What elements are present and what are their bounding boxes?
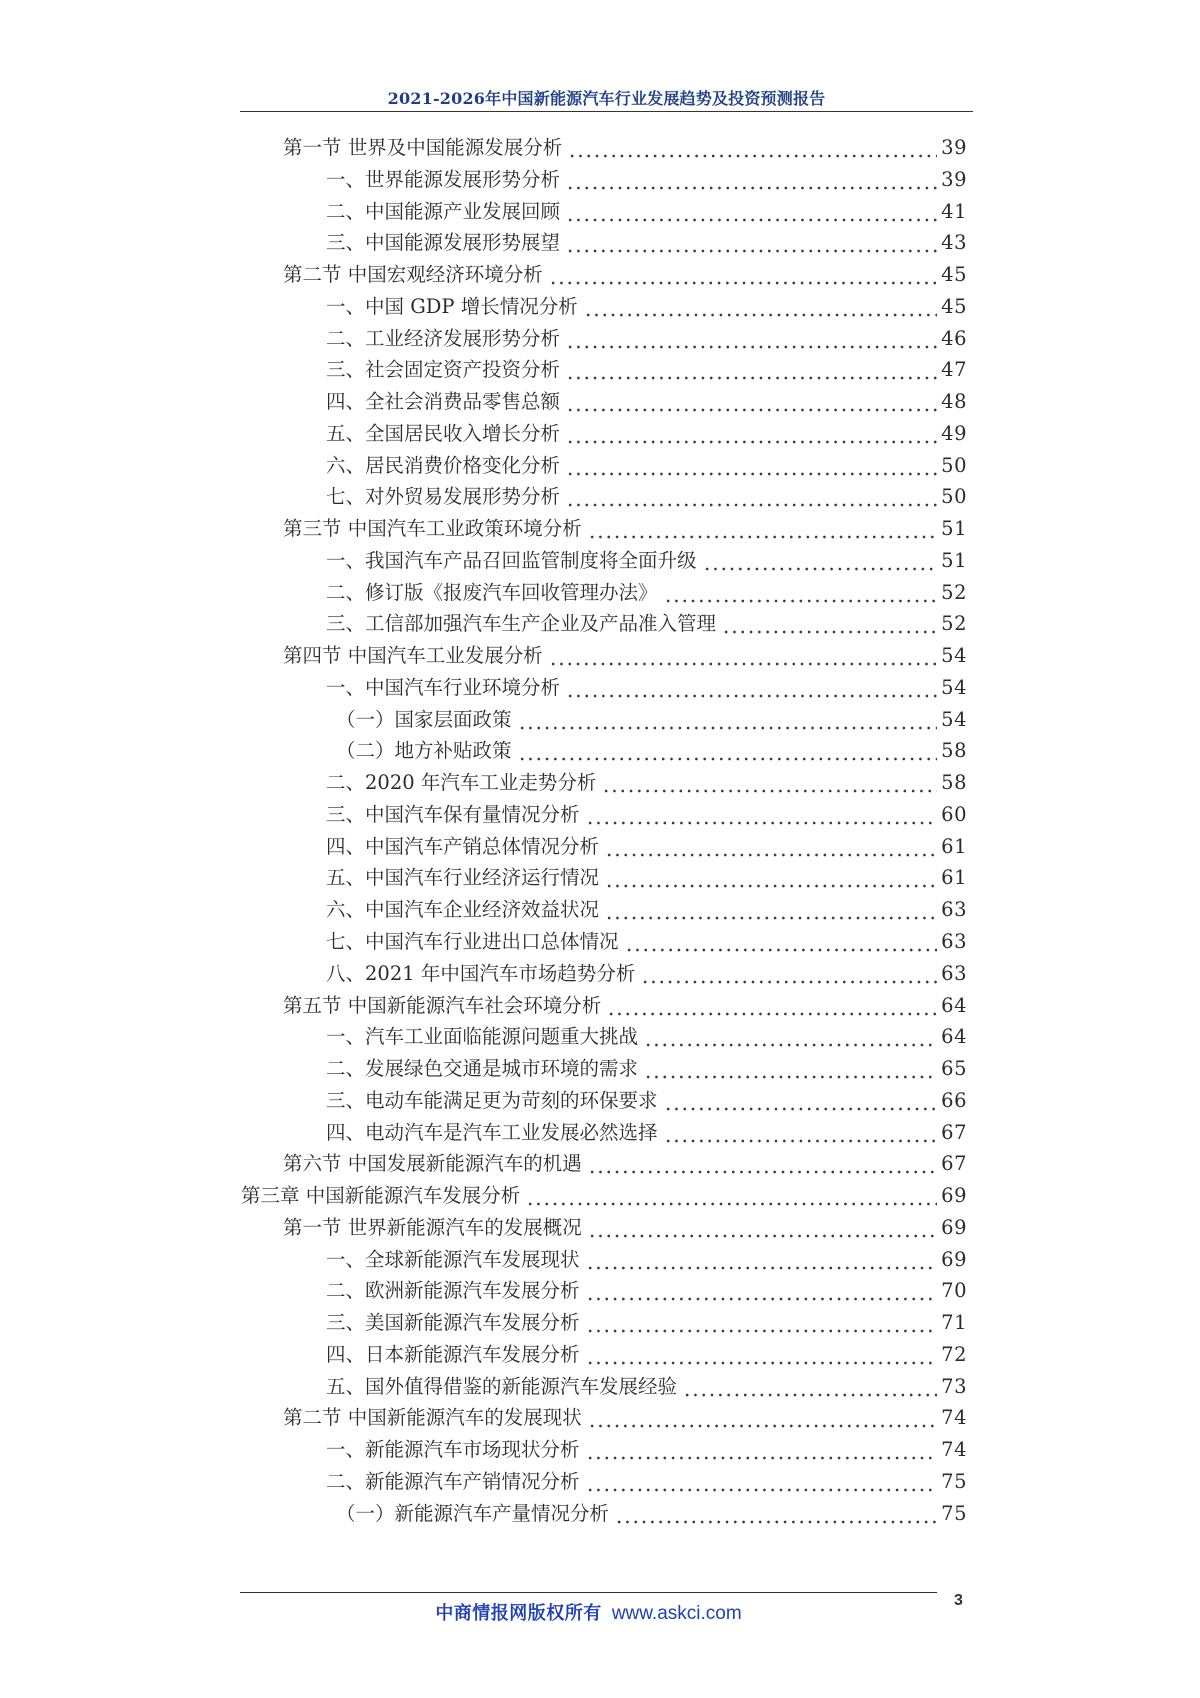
toc-entry-page: 67 bbox=[941, 1120, 967, 1144]
toc-entry-title: 第一节 世界新能源汽车的发展概况 bbox=[283, 1215, 582, 1239]
toc-dot-leader bbox=[607, 990, 937, 1021]
toc-entry-page: 43 bbox=[941, 231, 967, 255]
toc-entry[interactable] bbox=[326, 1244, 967, 1275]
toc-entry-title: 第四节 中国汽车工业发展分析 bbox=[283, 644, 543, 668]
toc-entry[interactable] bbox=[326, 1021, 967, 1052]
toc-dot-leader bbox=[615, 1498, 937, 1529]
toc-entry-title: 一、我国汽车产品召回监管制度将全面升级 bbox=[326, 548, 697, 572]
toc-entry-page: 47 bbox=[941, 358, 967, 382]
toc-entry[interactable] bbox=[326, 196, 967, 227]
toc-dot-leader bbox=[605, 894, 937, 925]
toc-entry[interactable] bbox=[326, 1307, 967, 1338]
toc-entry-page: 51 bbox=[941, 548, 967, 572]
toc-entry-page: 52 bbox=[941, 580, 967, 604]
toc-entry[interactable] bbox=[326, 1117, 967, 1148]
toc-entry-title: 三、工信部加强汽车生产企业及产品准入管理 bbox=[326, 612, 717, 636]
toc-entry-title: 五、中国汽车行业经济运行情况 bbox=[326, 866, 600, 890]
toc-dot-leader bbox=[586, 1307, 938, 1338]
toc-entry[interactable] bbox=[326, 672, 967, 703]
toc-entry-title: 七、中国汽车行业进出口总体情况 bbox=[326, 930, 619, 953]
toc-dot-leader bbox=[518, 735, 938, 766]
toc-entry-title: 八、2021 年中国汽车市场趋势分析 bbox=[326, 961, 636, 985]
toc-entry-page: 67 bbox=[941, 1152, 967, 1176]
toc-entry-page: 46 bbox=[941, 326, 967, 350]
toc-entry-page: 50 bbox=[941, 453, 967, 477]
header-divider bbox=[240, 111, 973, 112]
toc-dot-leader bbox=[664, 1085, 938, 1116]
toc-entry-title: 一、中国汽车行业环境分析 bbox=[326, 675, 561, 699]
footer-divider bbox=[240, 1592, 937, 1593]
toc-entry-page: 69 bbox=[941, 1215, 967, 1239]
toc-entry[interactable] bbox=[326, 958, 967, 989]
toc-entry-page: 66 bbox=[941, 1088, 967, 1112]
toc-entry[interactable] bbox=[326, 608, 967, 639]
toc-entry-title: 五、国外值得借鉴的新能源汽车发展经验 bbox=[326, 1374, 678, 1398]
toc-entry-page: 41 bbox=[941, 199, 967, 223]
toc-entry[interactable] bbox=[336, 735, 967, 766]
toc-entry-title: 第六节 中国发展新能源汽车的机遇 bbox=[283, 1152, 582, 1176]
toc-dot-leader bbox=[683, 1371, 937, 1402]
page-number: 3 bbox=[954, 1592, 963, 1609]
toc-entry[interactable] bbox=[326, 831, 967, 862]
toc-entry[interactable] bbox=[326, 323, 967, 354]
toc-entry-title: 六、居民消费价格变化分析 bbox=[326, 453, 561, 477]
toc-entry-title: 二、修订版《报废汽车回收管理办法》 bbox=[326, 580, 658, 604]
toc-entry[interactable] bbox=[326, 1434, 967, 1465]
toc-entry-page: 39 bbox=[941, 136, 967, 159]
toc-dot-leader bbox=[664, 1117, 938, 1148]
toc-entry[interactable] bbox=[326, 481, 967, 512]
toc-entry-title: 第五节 中国新能源汽车社会环境分析 bbox=[283, 993, 602, 1017]
toc-entry-title: 二、2020 年汽车工业走势分析 bbox=[326, 771, 597, 795]
toc-entry-title: 三、社会固定资产投资分析 bbox=[326, 358, 561, 382]
toc-dot-leader bbox=[566, 450, 937, 481]
toc-dot-leader bbox=[566, 196, 937, 227]
footer-website-link[interactable]: www.askci.com bbox=[611, 1603, 742, 1624]
toc-dot-leader bbox=[641, 958, 937, 989]
toc-entry-page: 54 bbox=[941, 675, 967, 699]
toc-entry[interactable] bbox=[326, 450, 967, 481]
toc-entry[interactable] bbox=[326, 1275, 967, 1306]
toc-entry-page: 63 bbox=[941, 961, 967, 985]
toc-entry-page: 45 bbox=[941, 294, 967, 318]
toc-entry-page: 61 bbox=[941, 834, 967, 858]
toc-entry-page: 54 bbox=[941, 707, 967, 731]
toc-dot-leader bbox=[566, 672, 937, 703]
toc-entry-page: 48 bbox=[941, 390, 967, 414]
toc-entry-page: 63 bbox=[941, 898, 967, 922]
toc-entry-page: 52 bbox=[941, 612, 967, 636]
toc-entry[interactable] bbox=[326, 862, 967, 893]
toc-entry-title: 一、新能源汽车市场现状分析 bbox=[326, 1438, 580, 1462]
toc-dot-leader bbox=[703, 545, 938, 576]
toc-dot-leader bbox=[588, 1212, 937, 1243]
toc-dot-leader bbox=[722, 608, 937, 639]
toc-dot-leader bbox=[566, 481, 937, 512]
toc-dot-leader bbox=[566, 418, 937, 449]
page-header-title: 2021-2026年中国新能源汽车行业发展趋势及投资预测报告 bbox=[387, 89, 826, 108]
toc-dot-leader bbox=[586, 1244, 938, 1275]
toc-entry-page: 58 bbox=[941, 739, 967, 763]
toc-entry-page: 72 bbox=[941, 1342, 967, 1366]
toc-dot-leader bbox=[566, 164, 937, 195]
toc-entry-title: 二、欧洲新能源汽车发展分析 bbox=[326, 1279, 580, 1303]
toc-entry[interactable] bbox=[326, 386, 967, 417]
toc-entry[interactable] bbox=[283, 132, 967, 163]
toc-dot-leader bbox=[526, 1180, 937, 1211]
toc-dot-leader bbox=[588, 1402, 937, 1433]
toc-entry-title: 二、中国能源产业发展回顾 bbox=[326, 199, 561, 223]
toc-entry-title: 四、全社会消费品零售总额 bbox=[326, 390, 561, 414]
toc-entry-page: 60 bbox=[941, 802, 967, 826]
toc-dot-leader bbox=[605, 831, 937, 862]
toc-entry[interactable] bbox=[326, 926, 967, 957]
toc-entry-title: 六、中国汽车企业经济效益状况 bbox=[326, 898, 600, 922]
toc-dot-leader bbox=[602, 767, 937, 798]
toc-entry-title: 二、新能源汽车产销情况分析 bbox=[326, 1469, 580, 1493]
toc-entry[interactable] bbox=[326, 767, 967, 798]
toc-entry-title: 第二节 中国新能源汽车的发展现状 bbox=[283, 1406, 582, 1430]
toc-entry[interactable] bbox=[326, 1371, 967, 1402]
toc-entry[interactable] bbox=[326, 1466, 967, 1497]
toc-entry[interactable] bbox=[326, 1339, 967, 1370]
toc-entry[interactable] bbox=[326, 354, 967, 385]
footer-copyright bbox=[240, 1599, 937, 1625]
toc-entry[interactable] bbox=[283, 259, 967, 290]
toc-entry-page: 69 bbox=[941, 1184, 967, 1208]
toc-entry-title: 七、对外贸易发展形势分析 bbox=[326, 485, 561, 509]
toc-entry[interactable] bbox=[283, 513, 967, 544]
toc-entry-page: 45 bbox=[941, 263, 967, 287]
toc-entry[interactable] bbox=[326, 227, 967, 258]
toc-entry-title: （一）新能源汽车产量情况分析 bbox=[336, 1501, 610, 1525]
toc-entry-title: 五、全国居民收入增长分析 bbox=[326, 421, 561, 445]
toc-entry-title: 一、汽车工业面临能源问题重大挑战 bbox=[326, 1025, 639, 1049]
toc-entry-title: 四、电动汽车是汽车工业发展必然选择 bbox=[326, 1120, 658, 1144]
toc-dot-leader bbox=[586, 1339, 938, 1370]
toc-entry[interactable] bbox=[326, 1053, 967, 1084]
toc-entry-title: 二、工业经济发展形势分析 bbox=[326, 326, 561, 350]
toc-entry-title: 第一节 世界及中国能源发展分析 bbox=[283, 136, 563, 159]
toc-dot-leader bbox=[586, 1434, 938, 1465]
toc-entry-title: 二、发展绿色交通是城市环境的需求 bbox=[326, 1057, 639, 1081]
toc-dot-leader bbox=[584, 291, 937, 322]
toc-entry-title: （二）地方补贴政策 bbox=[336, 739, 512, 763]
toc-entry-page: 51 bbox=[941, 517, 967, 541]
toc-dot-leader bbox=[586, 1466, 938, 1497]
toc-entry-page: 65 bbox=[941, 1057, 967, 1081]
toc-entry[interactable] bbox=[283, 1212, 967, 1243]
toc-entry-title: 一、全球新能源汽车发展现状 bbox=[326, 1247, 580, 1271]
toc-entry-title: 三、美国新能源汽车发展分析 bbox=[326, 1311, 580, 1335]
toc-entry-page: 50 bbox=[941, 485, 967, 509]
toc-entry-page: 75 bbox=[941, 1469, 967, 1493]
toc-entry-page: 54 bbox=[941, 644, 967, 668]
toc-entry-page: 75 bbox=[941, 1501, 967, 1525]
toc-entry[interactable] bbox=[326, 894, 967, 925]
toc-dot-leader bbox=[566, 227, 937, 258]
toc-entry[interactable] bbox=[336, 1498, 967, 1529]
toc-dot-leader bbox=[586, 799, 938, 830]
toc-entry-title: 第三章 中国新能源汽车发展分析 bbox=[241, 1184, 521, 1208]
toc-entry[interactable] bbox=[241, 1180, 967, 1211]
toc-entry[interactable] bbox=[326, 291, 967, 322]
toc-dot-leader bbox=[644, 1053, 937, 1084]
toc-entry-page: 71 bbox=[941, 1311, 967, 1335]
toc-entry[interactable] bbox=[283, 640, 967, 671]
toc-dot-leader bbox=[644, 1021, 937, 1052]
toc-entry-title: 三、中国汽车保有量情况分析 bbox=[326, 802, 580, 826]
toc-entry[interactable] bbox=[326, 418, 967, 449]
toc-entry-title: （一）国家层面政策 bbox=[336, 707, 512, 731]
toc-entry[interactable] bbox=[326, 164, 967, 195]
toc-dot-leader bbox=[566, 386, 937, 417]
toc-entry[interactable] bbox=[283, 1402, 967, 1433]
toc-dot-leader bbox=[518, 704, 938, 735]
toc-dot-leader bbox=[549, 259, 937, 290]
toc-entry-page: 64 bbox=[941, 993, 967, 1017]
toc-entry-page: 49 bbox=[941, 421, 967, 445]
toc-entry[interactable] bbox=[326, 799, 967, 830]
toc-entry[interactable] bbox=[283, 1148, 967, 1179]
toc-entry-page: 61 bbox=[941, 866, 967, 890]
toc-entry-title: 一、世界能源发展形势分析 bbox=[326, 167, 561, 191]
toc-entry[interactable] bbox=[336, 704, 967, 735]
toc-entry-page: 70 bbox=[941, 1279, 967, 1303]
toc-entry-title: 一、中国 GDP 增长情况分析 bbox=[326, 294, 578, 318]
toc-entry-title: 第三节 中国汽车工业政策环境分析 bbox=[283, 517, 582, 541]
toc-entry-page: 63 bbox=[941, 930, 967, 953]
toc-dot-leader bbox=[625, 926, 938, 957]
toc-dot-leader bbox=[588, 513, 937, 544]
toc-entry-page: 74 bbox=[941, 1406, 967, 1430]
toc-entry[interactable] bbox=[326, 577, 967, 608]
footer-copyright-label: 中商情报网版权所有 bbox=[435, 1603, 602, 1623]
toc-dot-leader bbox=[568, 132, 937, 163]
toc-dot-leader bbox=[566, 323, 937, 354]
toc-dot-leader bbox=[588, 1148, 937, 1179]
toc-entry-title: 三、电动车能满足更为苛刻的环保要求 bbox=[326, 1088, 658, 1112]
toc-entry[interactable] bbox=[326, 1085, 967, 1116]
toc-entry-page: 39 bbox=[941, 167, 967, 191]
toc-entry-title: 四、中国汽车产销总体情况分析 bbox=[326, 834, 600, 858]
toc-entry-page: 58 bbox=[941, 771, 967, 795]
toc-entry-title: 四、日本新能源汽车发展分析 bbox=[326, 1342, 580, 1366]
toc-dot-leader bbox=[566, 354, 937, 385]
toc-entry-page: 64 bbox=[941, 1025, 967, 1049]
toc-dot-leader bbox=[586, 1275, 938, 1306]
toc-dot-leader bbox=[549, 640, 937, 671]
toc-entry-title: 三、中国能源发展形势展望 bbox=[326, 231, 561, 255]
toc-entry-page: 74 bbox=[941, 1438, 967, 1462]
toc-dot-leader bbox=[664, 577, 938, 608]
toc-dot-leader bbox=[605, 862, 937, 893]
toc-entry[interactable] bbox=[283, 990, 967, 1021]
toc-entry-page: 73 bbox=[941, 1374, 967, 1398]
toc-entry-page: 69 bbox=[941, 1247, 967, 1271]
toc-entry-title: 第二节 中国宏观经济环境分析 bbox=[283, 263, 543, 287]
toc-entry[interactable] bbox=[326, 545, 967, 576]
